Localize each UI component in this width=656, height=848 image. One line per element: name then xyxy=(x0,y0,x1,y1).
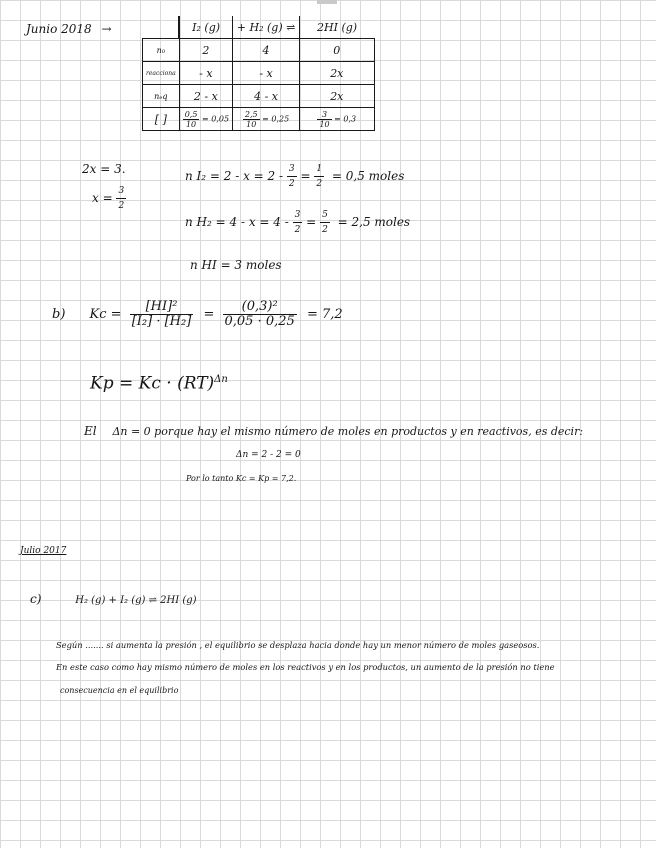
row-label: [ ] xyxy=(143,108,180,131)
fraction xyxy=(243,110,260,129)
table-cell: - x xyxy=(179,62,232,85)
fraction-denominator: 2 xyxy=(288,179,295,189)
reaction-plus: + xyxy=(236,20,246,34)
fraction xyxy=(116,184,126,213)
fraction-denominator: 0,05 · 0,25 xyxy=(224,314,295,329)
explanation-el: El xyxy=(84,424,97,438)
table-row xyxy=(143,85,375,108)
table-cell: 4 xyxy=(233,39,300,62)
reaction-equation: H₂ (g) + I₂ (g) ⇌ 2HI (g) xyxy=(75,595,197,606)
fraction-numerator: 3 xyxy=(116,184,126,199)
table-cell: 0 xyxy=(300,39,375,62)
header-date xyxy=(26,22,112,36)
section-title: Julio 2017 xyxy=(20,546,67,556)
fraction-numerator: 1 xyxy=(314,162,324,177)
table-cell: 2 xyxy=(179,39,232,62)
moles-hi: n HI = 3 moles xyxy=(190,258,282,272)
equilibrium-table xyxy=(142,16,375,131)
part-b-label: b) xyxy=(52,307,66,322)
fraction-denominator: 10 xyxy=(185,119,197,129)
row-label: reacciona xyxy=(143,62,180,85)
table-corner xyxy=(143,16,180,39)
kp-exponent: Δn xyxy=(214,374,228,385)
explanation-text: Δn = 0 porque hay el mismo número de moles en productos y en reactivos, es decir: xyxy=(112,425,584,438)
fraction-numerator: 3 xyxy=(293,208,303,223)
solve-eq2 xyxy=(92,184,126,213)
fraction-denominator: 2 xyxy=(316,179,323,189)
fraction-numerator: 3 xyxy=(317,110,331,120)
row-label: nₑq xyxy=(143,85,180,108)
table-cell: 2x xyxy=(300,62,375,85)
header-date-text: Junio 2018 xyxy=(26,22,92,36)
fraction xyxy=(293,208,303,237)
conc-value: = 0,05 xyxy=(201,114,230,123)
moles-h2 xyxy=(185,208,410,237)
conc-value: = 0,25 xyxy=(262,114,290,123)
fraction xyxy=(223,300,297,329)
moles-h2-result: = 2,5 moles xyxy=(337,215,411,229)
fraction-numerator: [HI]² xyxy=(130,300,194,315)
table-header-hi xyxy=(300,16,375,39)
paragraph-line: En este caso como hay mismo número de moles en los reactivos y en los productos, un aumento de la presión no tiene xyxy=(56,662,555,672)
table-header-h2 xyxy=(233,16,300,39)
table-row xyxy=(143,62,375,85)
fraction-numerator: (0,3)² xyxy=(223,300,297,315)
explanation-line xyxy=(84,424,583,439)
table-cell: 2 - x xyxy=(179,85,232,108)
fraction xyxy=(287,162,297,191)
table-row xyxy=(143,39,375,62)
reaction-h2: H₂ (g) xyxy=(249,20,283,34)
page-top-marker xyxy=(317,0,337,4)
fraction-denominator: 2 xyxy=(294,225,301,235)
table-row-concentration xyxy=(143,108,375,131)
kc-expression xyxy=(52,300,343,329)
row-label: n₀ xyxy=(143,39,180,62)
fraction-denominator: 10 xyxy=(246,119,257,129)
kp-formula: Kp = Kc · (RT) xyxy=(90,373,215,394)
fraction xyxy=(317,110,331,129)
paragraph-line: consecuencia en el equilibrio xyxy=(60,686,179,695)
kp-expression xyxy=(90,370,228,394)
part-c-row xyxy=(30,592,197,608)
fraction-numerator: 0,5 xyxy=(184,109,198,119)
moles-eq-sign: = xyxy=(306,215,317,229)
kc-eq-sign: = xyxy=(203,307,215,322)
fraction xyxy=(320,208,330,237)
solve-eq2-lhs: x = xyxy=(92,191,113,205)
table-cell: 2x xyxy=(300,85,375,108)
table-cell: 4 - x xyxy=(233,85,300,108)
fraction-denominator: 10 xyxy=(319,119,330,129)
delta-n-calc: Δn = 2 - 2 = 0 xyxy=(236,450,301,460)
fraction-numerator: 5 xyxy=(320,208,330,223)
arrow-icon: → xyxy=(101,22,112,36)
conc-value: = 0,3 xyxy=(334,114,357,123)
conc-cell-i2 xyxy=(179,108,232,131)
kc-result: = 7,2 xyxy=(306,307,343,322)
conc-cell-h2 xyxy=(233,108,300,131)
fraction-numerator: 3 xyxy=(287,162,297,177)
moles-i2-lhs: n I₂ = 2 - x = 2 - xyxy=(185,169,284,183)
kc-lhs: Kc = xyxy=(89,307,122,322)
paragraph-line: Según ....... si aumenta la presión , el equilibrio se desplaza hacia donde hay un menor número de moles gaseosos. xyxy=(56,640,540,650)
conclusion: Por lo tanto Kc = Kp = 7,2. xyxy=(186,474,297,483)
fraction-numerator: 2,5 xyxy=(244,109,258,119)
moles-h2-lhs: n H₂ = 4 - x = 4 - xyxy=(185,215,289,229)
fraction-denominator: 2 xyxy=(118,201,125,211)
fraction xyxy=(314,162,324,191)
fraction xyxy=(183,110,200,129)
moles-i2-result: = 0,5 moles xyxy=(331,169,405,183)
table-header-row xyxy=(143,16,375,39)
table-header-i2 xyxy=(179,16,232,39)
fraction-denominator: 2 xyxy=(322,225,328,235)
fraction-denominator: [I₂] · [H₂] xyxy=(131,314,192,329)
solve-eq1: 2x = 3. xyxy=(82,162,126,176)
equilibrium-arrow-icon: ⇌ xyxy=(286,20,296,34)
conc-cell-hi xyxy=(300,108,375,131)
table-cell: - x xyxy=(233,62,300,85)
moles-eq-sign: = xyxy=(300,169,311,183)
moles-i2 xyxy=(185,162,404,191)
reaction-hi: 2HI (g) xyxy=(317,20,358,34)
fraction xyxy=(130,300,194,329)
reaction-i2: I₂ (g) xyxy=(192,20,221,34)
part-c-label: c) xyxy=(30,592,42,606)
